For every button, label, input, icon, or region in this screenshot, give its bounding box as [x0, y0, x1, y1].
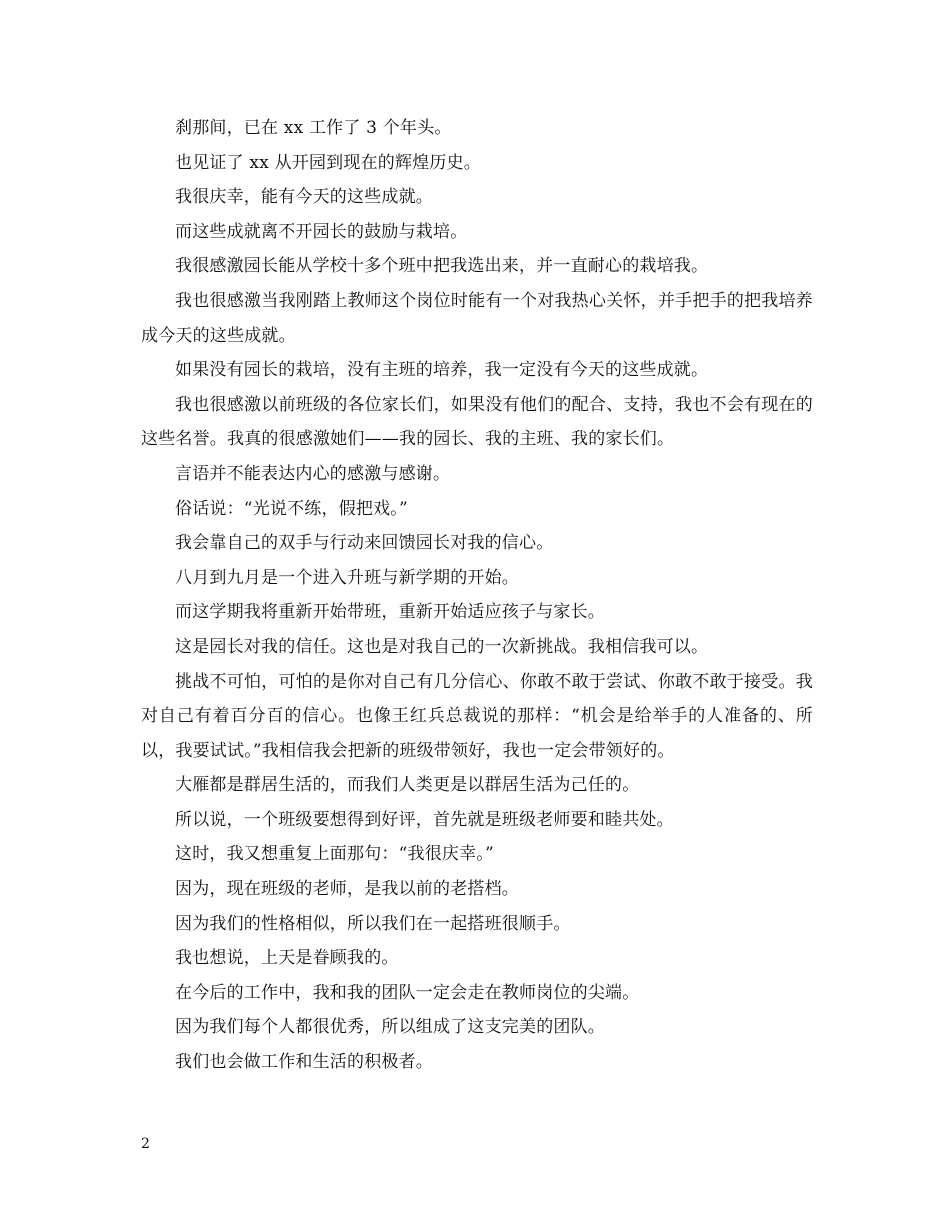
paragraph: 这时，我又想重复上面那句：“我很庆幸。”: [175, 844, 494, 865]
page-number: 2: [141, 1136, 150, 1152]
paragraph: 所以说，一个班级要想得到好评，首先就是班级老师要和睦共处。: [175, 809, 674, 830]
paragraph: 也见证了 xx 从开园到现在的辉煌历史。: [175, 152, 481, 173]
paragraph: 我很庆幸，能有今天的这些成就。: [175, 187, 433, 208]
paragraph: 因为，现在班级的老师，是我以前的老搭档。: [175, 879, 519, 900]
paragraph: 我们也会做工作和生活的积极者。: [175, 1052, 433, 1073]
paragraph: 因为我们每个人都很优秀，所以组成了这支完美的团队。: [175, 1017, 605, 1038]
document-body: [141, 111, 813, 1080]
paragraph: 我很感激园长能从学校十多个班中把我选出来，并一直耐心的栽培我。: [175, 256, 709, 277]
paragraph: 我也想说，上天是眷顾我的。: [175, 948, 399, 969]
paragraph: 我也很感激以前班级的各位家长们，如果没有他们的配合、支持，我也不会有现在的这些名誉。我真的很感激她们——我的园长、我的主班、我的家长们。: [141, 394, 813, 450]
paragraph: 大雁都是群居生活的，而我们人类更是以群居生活为己任的。: [175, 775, 640, 796]
paragraph: 俗话说：“光说不练，假把戏。”: [175, 498, 408, 519]
paragraph: 因为我们的性格相似，所以我们在一起搭班很顺手。: [175, 913, 571, 934]
paragraph: 言语并不能表达内心的感激与感谢。: [175, 463, 451, 484]
paragraph: 我也很感激当我刚踏上教师这个岗位时能有一个对我热心关怀，并手把手的把我培养成今天的这些成就。: [141, 290, 813, 346]
paragraph: 而这些成就离不开园长的鼓励与栽培。: [175, 221, 468, 242]
paragraph: 刹那间，已在 xx 工作了 3 个年头。: [175, 118, 452, 138]
paragraph: 挑战不可怕，可怕的是你对自己有几分信心、你敢不敢于尝试、你敢不敢于接受。我对自己有着百分百的信心。也像王红兵总裁说的那样：“机会是给举手的人准备的、所以，我要试试。”我相信我会把新的班级带领好，我也一定会带领好的。: [141, 671, 813, 761]
paragraph: 我会靠自己的双手与行动来回馈园长对我的信心。: [175, 533, 554, 554]
paragraph: 这是园长对我的信任。这也是对我自己的一次新挑战。我相信我可以。: [175, 636, 709, 657]
paragraph: 在今后的工作中，我和我的团队一定会走在教师岗位的尖端。: [175, 982, 640, 1003]
paragraph: 八月到九月是一个进入升班与新学期的开始。: [175, 567, 519, 588]
paragraph: 如果没有园长的栽培，没有主班的培养，我一定没有今天的这些成就。: [175, 360, 709, 381]
paragraph: 而这学期我将重新开始带班，重新开始适应孩子与家长。: [175, 602, 605, 623]
